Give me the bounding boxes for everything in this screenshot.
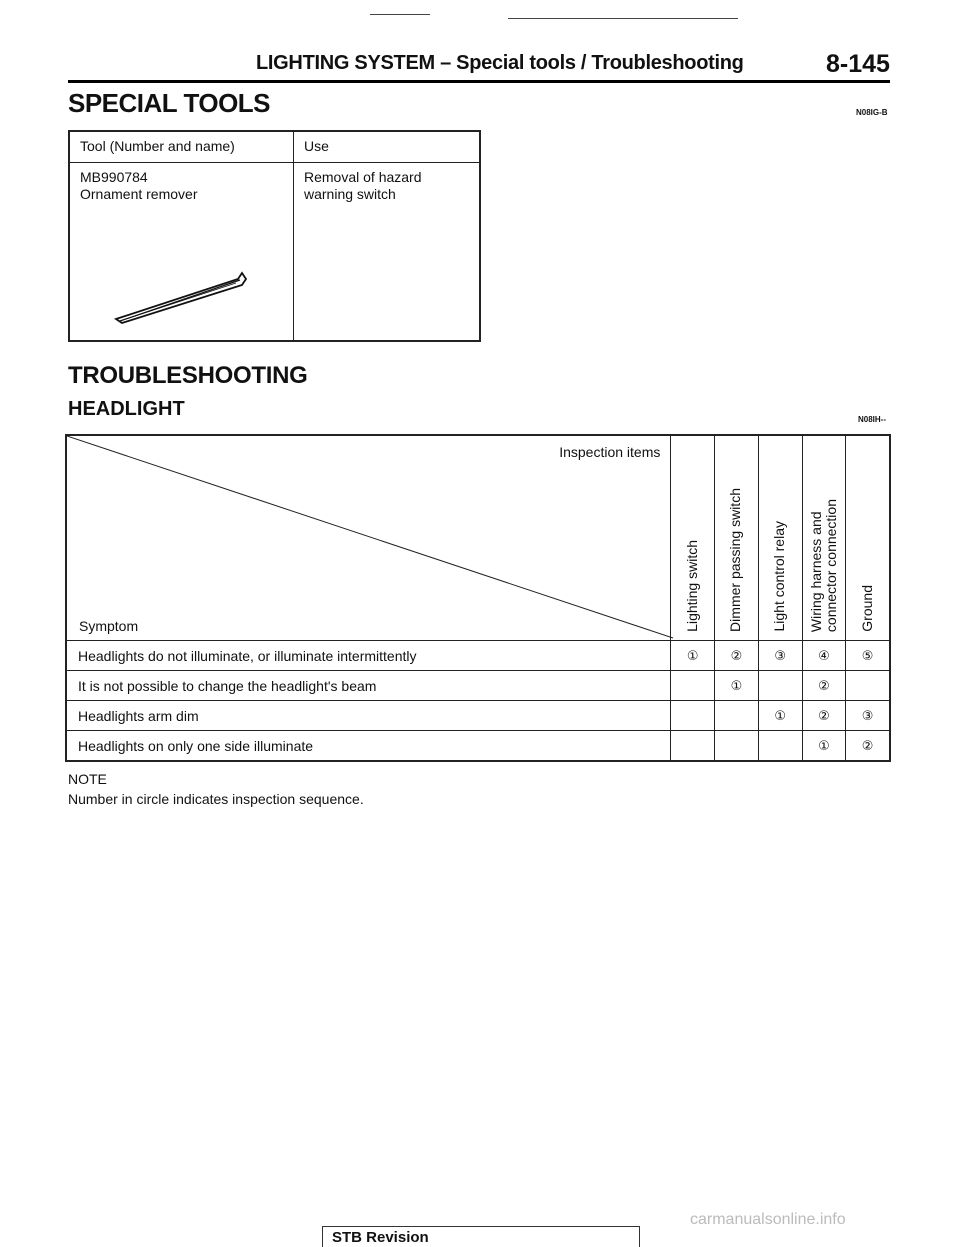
symptom-cell: Headlights do not illuminate, or illuminate intermittently <box>66 641 671 671</box>
sequence-cell: ② <box>715 641 759 671</box>
table-corner-cell <box>66 435 671 641</box>
page-header-title: LIGHTING SYSTEM – Special tools / Troubleshooting <box>256 52 744 74</box>
header-divider <box>68 80 890 83</box>
sequence-cell <box>758 731 802 762</box>
symptom-cell: It is not possible to change the headlight's beam <box>66 671 671 701</box>
sequence-cell: ③ <box>846 701 890 731</box>
col-header-label-line: connector connection <box>822 498 839 632</box>
tool-use-line: Removal of hazard <box>304 169 422 185</box>
troubleshooting-heading: TROUBLESHOOTING <box>68 362 308 389</box>
sequence-cell: ② <box>846 731 890 762</box>
sequence-cell: ④ <box>802 641 846 671</box>
tool-cell <box>69 163 294 342</box>
symptom-cell: Headlights on only one side illuminate <box>66 731 671 762</box>
sequence-cell: ① <box>758 701 802 731</box>
tool-use-line: warning switch <box>304 186 396 202</box>
decorative-rule <box>508 18 738 19</box>
special-tools-table <box>68 130 481 342</box>
sequence-cell <box>715 701 759 731</box>
sequence-cell <box>671 671 715 701</box>
special-tools-heading: SPECIAL TOOLS <box>68 88 271 118</box>
col-header-label: Ground <box>858 585 875 632</box>
tools-col-header-tool: Tool (Number and name) <box>69 131 294 163</box>
sequence-cell <box>671 731 715 762</box>
note-text: Number in circle indicates inspection sequence. <box>68 791 364 807</box>
col-header-label-line: Wiring harness and <box>807 511 824 632</box>
sequence-cell: ① <box>671 641 715 671</box>
col-header-lighting-switch <box>671 435 715 641</box>
col-header-dimmer-passing-switch <box>715 435 759 641</box>
tool-name: Ornament remover <box>80 186 198 202</box>
inspection-items-label: Inspection items <box>559 444 661 460</box>
sequence-cell: ③ <box>758 641 802 671</box>
symptom-label: Symptom <box>79 618 139 634</box>
tools-col-header-use: Use <box>294 131 481 163</box>
ornament-remover-illustration <box>114 271 314 331</box>
sequence-cell: ① <box>715 671 759 701</box>
section-code: N08IH-- <box>858 415 887 424</box>
decorative-rule <box>370 14 430 15</box>
page-number: 8-145 <box>826 50 890 78</box>
col-header-label: Dimmer passing switch <box>727 488 744 632</box>
sequence-cell: ⑤ <box>846 641 890 671</box>
headlight-heading: HEADLIGHT <box>68 398 185 420</box>
col-header-label <box>809 499 839 632</box>
col-header-light-control-relay <box>758 435 802 641</box>
table-row <box>66 641 890 671</box>
table-row <box>66 701 890 731</box>
sequence-cell <box>758 671 802 701</box>
tool-number: MB990784 <box>80 169 148 185</box>
diagonal-divider <box>67 436 675 640</box>
sequence-cell: ① <box>802 731 846 762</box>
sequence-cell: ② <box>802 671 846 701</box>
col-header-wiring-harness <box>802 435 846 641</box>
sequence-cell: ② <box>802 701 846 731</box>
col-header-ground <box>846 435 890 641</box>
symptom-cell: Headlights arm dim <box>66 701 671 731</box>
headlight-troubleshooting-table <box>65 434 891 762</box>
watermark: carmanualsonline.info <box>690 1211 846 1228</box>
table-row <box>66 671 890 701</box>
col-header-label: Light control relay <box>771 521 788 632</box>
section-code: N08IG-B <box>856 108 888 117</box>
sequence-cell <box>671 701 715 731</box>
sequence-cell <box>846 671 890 701</box>
col-header-label: Lighting switch <box>683 540 700 632</box>
note-title: NOTE <box>68 771 107 787</box>
revision-label: STB Revision <box>332 1229 429 1246</box>
sequence-cell <box>715 731 759 762</box>
use-cell <box>294 163 481 342</box>
table-row <box>66 731 890 762</box>
